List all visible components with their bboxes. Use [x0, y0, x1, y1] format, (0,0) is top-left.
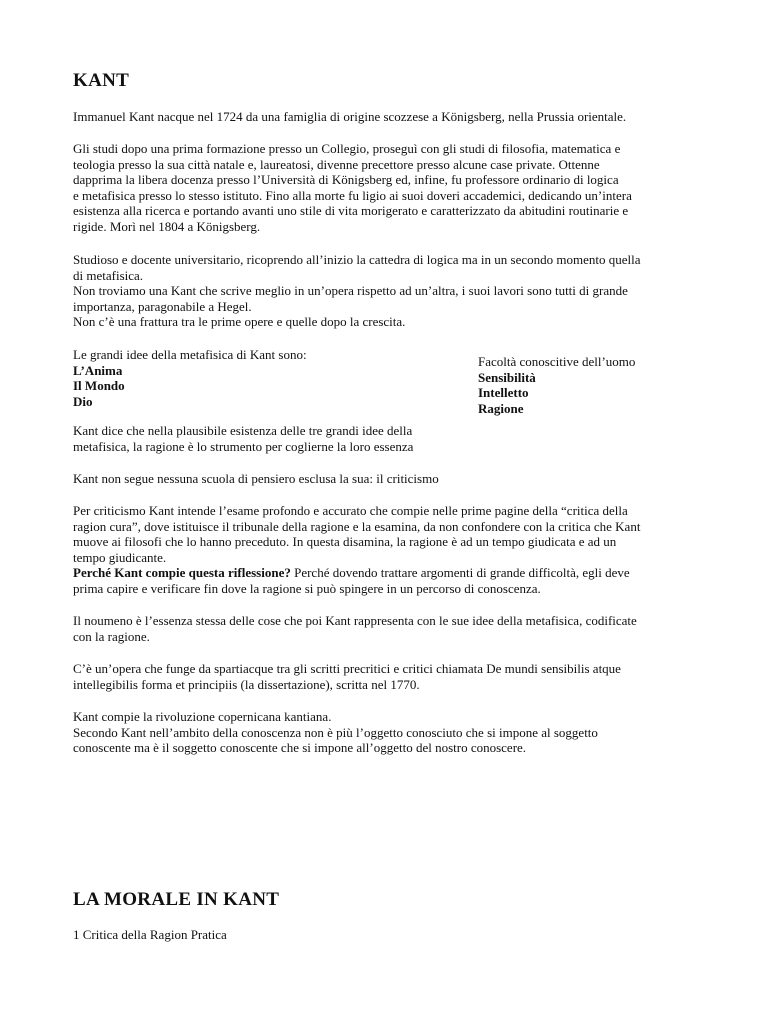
studioso-line: importanza, paragonabile a Hegel. [73, 298, 252, 314]
idea-dio: Dio [73, 393, 93, 409]
facolta-sensibilita: Sensibilità [478, 369, 536, 385]
criticismo-line: ragion cura”, dove istituisce il tribunale della ragione e la esamina, da non confondere con la critica che Kant [73, 518, 641, 534]
bio-line: dapprima la libera docenza presso l’Università di Königsberg ed, infine, fu professore ordinario di logica [73, 172, 619, 187]
criticismo-line: muove ai filosofi che lo hanno preceduto. In questa disamina, la ragione è ad un tempo giudicata e ad un [73, 534, 617, 549]
bio-line: rigide. Morì nel 1804 a Königsberg. [73, 218, 261, 234]
criticismo-line: tempo giudicante. [73, 549, 167, 565]
perche-answer: Perché dovendo trattare argomenti di grande difficoltà, egli deve [290, 565, 630, 580]
noumeno-paragraph [73, 613, 703, 644]
studioso-line: di metafisica. [73, 267, 144, 283]
section2-item [73, 927, 703, 943]
perche-question: Perché Kant compie questa riflessione? [73, 565, 291, 580]
rivoluzione-paragraph [73, 709, 703, 756]
scuola-paragraph [73, 471, 703, 487]
critica-ragion-pratica: 1 Critica della Ragion Pratica [73, 927, 227, 942]
metafisica-intro: Le grandi idee della metafisica di Kant sono: [73, 347, 307, 362]
opera-line: intellegibilis forma et principiis (la dissertazione), scritta nel 1770. [73, 676, 420, 692]
page-title: KANT [73, 70, 130, 91]
perche-line [73, 565, 703, 581]
perche-answer-continued: prima capire e verificare fin dove la ragione si può spingere in un percorso di conoscenza. [73, 580, 541, 596]
idea-mondo: Il Mondo [73, 378, 125, 393]
bio-line: esistenza alla ricerca e portando avanti uno stile di vita morigerato e caratterizzato da abitudini routinarie e [73, 203, 629, 218]
idea-anima: L’Anima [73, 362, 123, 378]
noumeno-line: Il noumeno è l’essenza stessa delle cose che poi Kant rappresenta con le sue idee della metafisica, codificate [73, 613, 637, 628]
scuola-text: Kant non segue nessuna scuola di pensiero esclusa la sua: il criticismo [73, 471, 439, 486]
opera-paragraph [73, 661, 703, 692]
section-title-morale: LA MORALE IN KANT [73, 889, 280, 910]
studioso-line: Studioso e docente universitario, ricoprendo all’inizio la cattedra di logica ma in un secondo momento quella [73, 252, 641, 267]
bio-line: e metafisica presso lo stesso istituto. Fino alla morte fu ligio ai suoi doveri accademici, dedicando un’intera [73, 187, 632, 203]
criticismo-line: Per criticismo Kant intende l’esame profondo e accurato che compie nelle prime pagine della “critica della [73, 503, 628, 518]
criticismo-paragraph [73, 503, 703, 596]
ragione-line: metafisica, la ragione è lo strumento per coglierne la loro essenza [73, 438, 414, 454]
bio-line: teologia presso la sua città natale e, laureatosi, divenne precettore presso alcune case private. Ottenne [73, 156, 600, 172]
ragione-paragraph [73, 423, 703, 454]
studioso-line: Non troviamo una Kant che scrive meglio in un’opera rispetto ad un’altra, i suoi lavori sono tutti di grande [73, 283, 628, 298]
facolta-intro: Facoltà conoscitive dell’uomo [478, 354, 636, 369]
metafisica-ideas-block [73, 347, 463, 409]
bio-line: Gli studi dopo una prima formazione presso un Collegio, proseguì con gli studi di filosofia, matematica e [73, 141, 621, 156]
rivoluzione-line: Secondo Kant nell’ambito della conoscenza non è più l’oggetto conosciuto che si impone al soggetto [73, 724, 598, 740]
studioso-line: Non c’è una frattura tra le prime opere e quelle dopo la crescita. [73, 314, 406, 329]
facolta-block [478, 354, 718, 416]
intro-text: Immanuel Kant nacque nel 1724 da una famiglia di origine scozzese a Königsberg, nella Prussia orientale. [73, 109, 627, 124]
bio-paragraph [73, 141, 703, 234]
rivoluzione-line: Kant compie la rivoluzione copernicana kantiana. [73, 709, 332, 724]
facolta-intelletto: Intelletto [478, 385, 529, 400]
studioso-paragraph [73, 252, 703, 330]
rivoluzione-line: conoscente ma è il soggetto conoscente che si impone all’oggetto del nostro conoscere. [73, 740, 527, 755]
intro-paragraph [73, 109, 703, 125]
ragione-line: Kant dice che nella plausibile esistenza delle tre grandi idee della [73, 423, 413, 438]
opera-line: C’è un’opera che funge da spartiacque tra gli scritti precritici e critici chiamata De mundi sensibilis atque [73, 661, 621, 676]
noumeno-line: con la ragione. [73, 628, 150, 644]
facolta-ragione: Ragione [478, 400, 524, 416]
